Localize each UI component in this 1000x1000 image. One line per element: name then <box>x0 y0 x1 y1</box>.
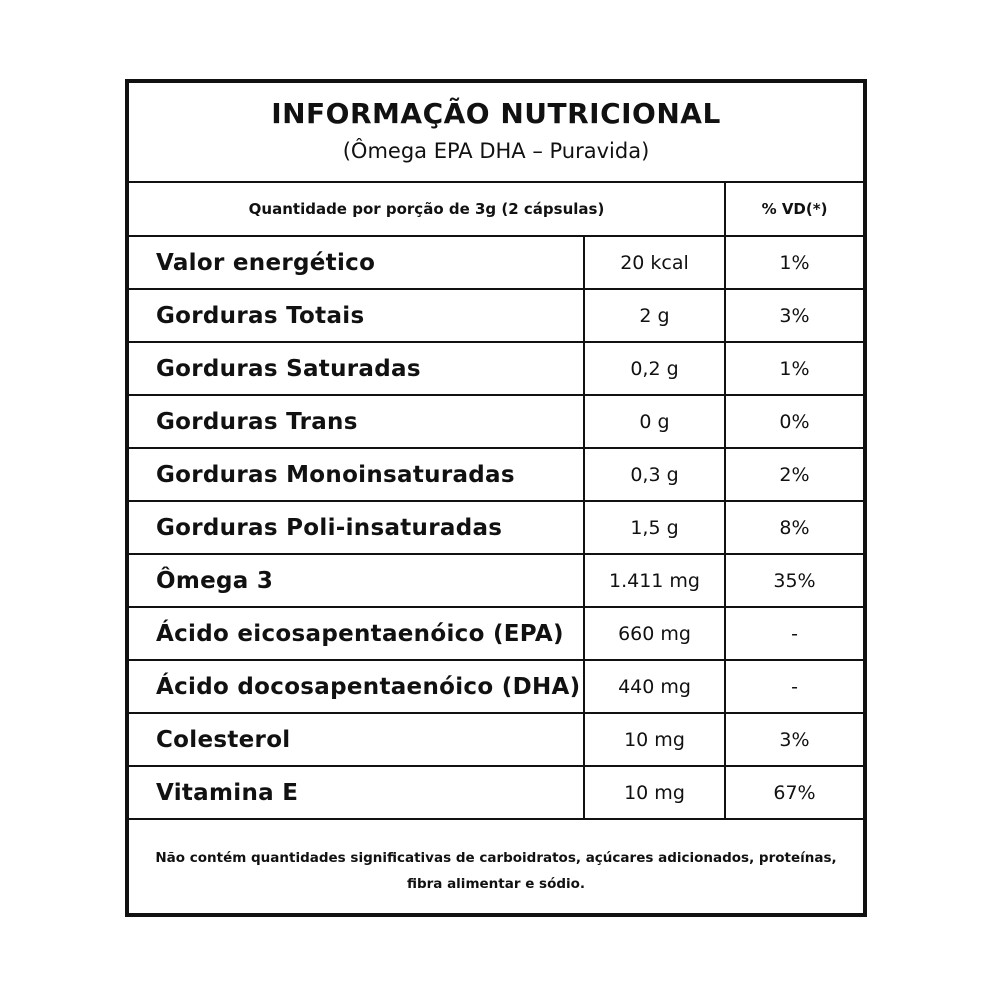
nutrient-quantity: 10 mg <box>585 767 726 818</box>
nutrient-daily-value: 1% <box>779 357 810 380</box>
table-row <box>129 555 863 608</box>
nutrient-name: Gorduras Trans <box>129 396 585 447</box>
nutrient-daily-value: 3% <box>779 304 810 327</box>
nutrient-quantity: 1,5 g <box>585 502 726 553</box>
nutrient-name: Colesterol <box>129 714 585 765</box>
nutrient-name: Gorduras Poli-insaturadas <box>129 502 585 553</box>
nutrition-facts-label <box>125 79 867 917</box>
label-header <box>129 83 863 183</box>
nutrient-daily-value: 2% <box>779 463 810 486</box>
nutrient-daily-value: 3% <box>779 728 810 751</box>
nutrient-daily-value: 0% <box>779 410 810 433</box>
nutrient-quantity: 0,2 g <box>585 343 726 394</box>
nutrient-daily-value: - <box>791 675 798 698</box>
nutrient-daily-value: 35% <box>773 569 816 592</box>
table-row <box>129 714 863 767</box>
nutrient-name: Ômega 3 <box>129 555 585 606</box>
table-row <box>129 396 863 449</box>
nutrient-quantity: 0 g <box>585 396 726 447</box>
table-row <box>129 608 863 661</box>
label-title: INFORMAÇÃO NUTRICIONAL <box>271 97 721 130</box>
nutrient-name: Ácido docosapentaenóico (DHA) <box>129 661 585 712</box>
footnote: Não contém quantidades significativas de carboidratos, açúcares adicionados, proteínas, fibra alimentar e sódio. <box>155 850 837 892</box>
nutrient-quantity: 20 kcal <box>585 237 726 288</box>
table-row <box>129 343 863 396</box>
nutrient-name: Vitamina E <box>129 767 585 818</box>
nutrient-quantity: 10 mg <box>585 714 726 765</box>
nutrient-daily-value: 67% <box>773 781 816 804</box>
nutrient-name: Gorduras Totais <box>129 290 585 341</box>
nutrient-daily-value: - <box>791 622 798 645</box>
nutrient-daily-value: 1% <box>779 251 810 274</box>
table-row <box>129 767 863 820</box>
nutrient-quantity: 2 g <box>585 290 726 341</box>
nutrient-quantity: 660 mg <box>585 608 726 659</box>
nutrient-name: Gorduras Monoinsaturadas <box>129 449 585 500</box>
table-row <box>129 449 863 502</box>
daily-value-header: % VD(*) <box>761 200 828 218</box>
table-row <box>129 290 863 343</box>
label-subtitle: (Ômega EPA DHA – Puravida) <box>342 139 650 163</box>
nutrient-name: Valor energético <box>129 237 585 288</box>
table-row <box>129 661 863 714</box>
table-row <box>129 237 863 290</box>
table-header-row <box>129 183 863 237</box>
table-row <box>129 502 863 555</box>
nutrient-quantity: 1.411 mg <box>585 555 726 606</box>
nutrient-daily-value: 8% <box>779 516 810 539</box>
nutrient-quantity: 440 mg <box>585 661 726 712</box>
nutrient-name: Ácido eicosapentaenóico (EPA) <box>129 608 585 659</box>
nutrient-name: Gorduras Saturadas <box>129 343 585 394</box>
nutrient-quantity: 0,3 g <box>585 449 726 500</box>
serving-size-header: Quantidade por porção de 3g (2 cápsulas) <box>129 183 726 235</box>
